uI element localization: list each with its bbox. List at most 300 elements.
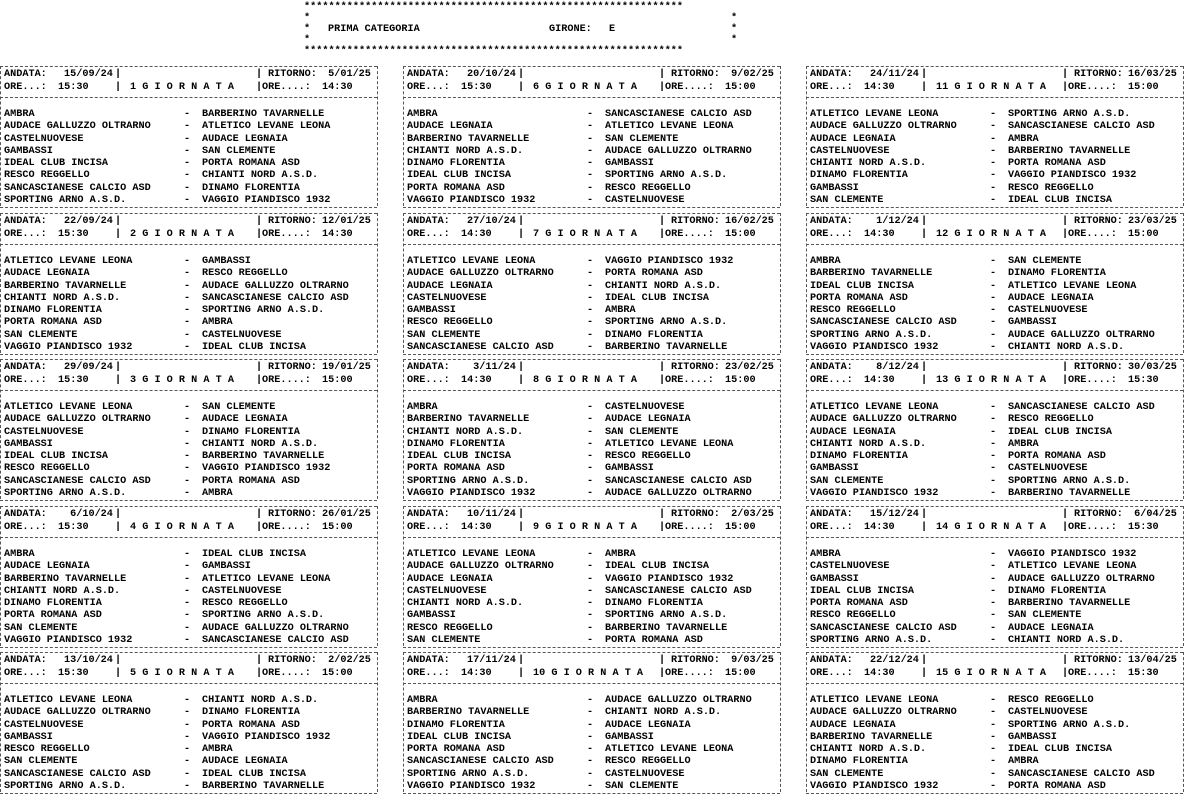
header-sep: | — [659, 522, 666, 533]
dashed-rule — [0, 244, 377, 245]
home-team: ATLETICO LEVANE LEONA — [4, 695, 133, 706]
header-sep: | — [921, 522, 928, 533]
match-dash: - — [587, 463, 594, 474]
header-sep: | — [659, 509, 666, 520]
header-sep: | — [256, 668, 263, 679]
ritorno-label: RITORNO: — [268, 216, 317, 227]
match-dash: - — [990, 732, 997, 743]
dashed-rule — [806, 66, 1183, 67]
away-team: VAGGIO PIANDISCO 1932 — [1008, 170, 1137, 181]
dashed-divider — [0, 652, 1, 792]
home-team: GAMBASSI — [407, 305, 456, 316]
andata-date: 6/10/24 — [64, 509, 113, 520]
home-team: RESCO REGGELLO — [407, 623, 493, 634]
header-sep: | — [1062, 375, 1069, 386]
header-sep: | — [921, 229, 928, 240]
home-team: PORTA ROMANA ASD — [4, 317, 102, 328]
andata-date: 13/10/24 — [64, 655, 113, 666]
ore-ritorno: 15:00 — [725, 229, 756, 240]
match-dash: - — [990, 256, 997, 267]
match-dash: - — [990, 574, 997, 585]
home-team: VAGGIO PIANDISCO 1932 — [407, 195, 536, 206]
dashed-rule — [806, 97, 1183, 98]
match-dash: - — [587, 574, 594, 585]
home-team: AUDACE LEGNAIA — [4, 561, 90, 572]
match-dash: - — [587, 293, 594, 304]
away-team: CHIANTI NORD A.S.D. — [1008, 635, 1125, 646]
match-dash: - — [990, 281, 997, 292]
girone-value: E — [609, 24, 616, 35]
away-team: PORTA ROMANA ASD — [1008, 451, 1106, 462]
home-team: DINAMO FLORENTIA — [407, 720, 505, 731]
home-team: GAMBASSI — [810, 183, 859, 194]
dashed-rule — [0, 647, 377, 648]
home-team: GAMBASSI — [4, 732, 53, 743]
match-dash: - — [990, 769, 997, 780]
ore-andata: 14:30 — [461, 522, 492, 533]
header-sep: | — [921, 668, 928, 679]
header-sep: | — [256, 69, 263, 80]
ritorno-label: RITORNO: — [1074, 362, 1123, 373]
header-sep: | — [921, 82, 928, 93]
away-team: AUDACE GALLUZZO OLTRARNO — [1008, 574, 1155, 585]
away-team: CASTELNUOVESE — [1008, 305, 1088, 316]
home-team: AUDACE LEGNAIA — [407, 121, 493, 132]
match-dash: - — [990, 439, 997, 450]
away-team: CHIANTI NORD A.S.D. — [202, 695, 319, 706]
giornata-title: 3 G I O R N A T A — [130, 375, 234, 386]
away-team: RESCO REGGELLO — [1008, 183, 1094, 194]
dashed-rule — [403, 793, 780, 794]
home-team: IDEAL CLUB INCISA — [4, 451, 108, 462]
away-team: CHIANTI NORD A.S.D. — [202, 439, 319, 450]
header-sep: | — [921, 362, 928, 373]
away-team: BARBERINO TAVARNELLE — [1008, 598, 1131, 609]
home-team: AUDACE LEGNAIA — [4, 268, 90, 279]
header-sep: | — [1062, 82, 1069, 93]
andata-label: ANDATA: — [407, 216, 450, 227]
ore-andata-label: ORE...: — [407, 229, 450, 240]
away-team: BARBERINO TAVARNELLE — [202, 781, 325, 792]
match-dash: - — [184, 195, 191, 206]
header-sep: | — [659, 375, 666, 386]
home-team: CHIANTI NORD A.S.D. — [810, 439, 927, 450]
match-dash: - — [184, 317, 191, 328]
ritorno-date: 5/01/25 — [322, 69, 371, 80]
dashed-rule — [0, 537, 377, 538]
match-dash: - — [587, 427, 594, 438]
away-team: BARBERINO TAVARNELLE — [202, 451, 325, 462]
ritorno-label: RITORNO: — [1074, 216, 1123, 227]
ore-ritorno-label: ORE....: — [665, 375, 714, 386]
match-dash: - — [184, 268, 191, 279]
match-dash: - — [587, 720, 594, 731]
away-team: AUDACE LEGNAIA — [605, 414, 691, 425]
home-team: SANCASCIANESE CALCIO ASD — [4, 769, 151, 780]
home-team: AUDACE LEGNAIA — [810, 427, 896, 438]
away-team: DINAMO FLORENTIA — [202, 427, 300, 438]
home-team: SAN CLEMENTE — [810, 476, 884, 487]
header-sep: | — [518, 668, 525, 679]
ore-andata: 14:30 — [461, 229, 492, 240]
home-team: AMBRA — [810, 256, 841, 267]
away-team: VAGGIO PIANDISCO 1932 — [202, 732, 331, 743]
girone-label: GIRONE: — [549, 24, 592, 35]
ore-andata: 15:30 — [58, 668, 89, 679]
away-team: CHIANTI NORD A.S.D. — [605, 281, 722, 292]
ritorno-date: 2/02/25 — [322, 655, 371, 666]
away-team: PORTA ROMANA ASD — [1008, 781, 1106, 792]
home-team: SAN CLEMENTE — [810, 195, 884, 206]
home-team: ATLETICO LEVANE LEONA — [810, 109, 939, 120]
away-team: IDEAL CLUB INCISA — [202, 342, 306, 353]
andata-date: 3/11/24 — [467, 362, 516, 373]
match-dash: - — [184, 451, 191, 462]
away-team: ATLETICO LEVANE LEONA — [1008, 561, 1137, 572]
header-sep: | — [518, 375, 525, 386]
ore-ritorno-label: ORE....: — [665, 229, 714, 240]
giornata-title: 11 G I O R N A T A — [936, 82, 1047, 93]
page-title: PRIMA CATEGORIA — [328, 24, 420, 35]
away-team: GAMBASSI — [202, 256, 251, 267]
match-dash: - — [990, 488, 997, 499]
ritorno-date: 16/02/25 — [725, 216, 774, 227]
match-dash: - — [587, 170, 594, 181]
match-dash: - — [990, 635, 997, 646]
ritorno-label: RITORNO: — [671, 509, 720, 520]
dashed-divider — [403, 506, 404, 646]
match-dash: - — [587, 598, 594, 609]
away-team: AUDACE GALLUZZO OLTRARNO — [605, 146, 752, 157]
ore-ritorno-label: ORE....: — [262, 522, 311, 533]
away-team: BARBERINO TAVARNELLE — [1008, 488, 1131, 499]
ritorno-label: RITORNO: — [1074, 69, 1123, 80]
header-sep: | — [921, 216, 928, 227]
ore-ritorno: 15:00 — [322, 668, 353, 679]
home-team: BARBERINO TAVARNELLE — [4, 281, 127, 292]
dashed-rule — [403, 207, 780, 208]
header-sep: | — [1062, 229, 1069, 240]
dashed-divider — [377, 66, 378, 206]
home-team: AUDACE GALLUZZO OLTRARNO — [4, 707, 151, 718]
home-team: PORTA ROMANA ASD — [810, 598, 908, 609]
away-team: SPORTING ARNO A.S.D. — [1008, 476, 1131, 487]
match-dash: - — [587, 744, 594, 755]
dashed-rule — [0, 97, 377, 98]
andata-label: ANDATA: — [810, 362, 853, 373]
ore-andata: 14:30 — [864, 82, 895, 93]
away-team: RESCO REGGELLO — [605, 756, 691, 767]
home-team: VAGGIO PIANDISCO 1932 — [4, 635, 133, 646]
banner-bottom-border: ************************************************************** — [304, 46, 684, 57]
home-team: CHIANTI NORD A.S.D. — [407, 146, 524, 157]
away-team: CHIANTI NORD A.S.D. — [605, 707, 722, 718]
home-team: IDEAL CLUB INCISA — [407, 170, 511, 181]
dashed-rule — [403, 647, 780, 648]
home-team: SPORTING ARNO A.S.D. — [4, 195, 127, 206]
dashed-rule — [806, 359, 1183, 360]
ore-ritorno-label: ORE....: — [665, 668, 714, 679]
home-team: RESCO REGGELLO — [810, 305, 896, 316]
header-sep: | — [256, 655, 263, 666]
dashed-rule — [403, 354, 780, 355]
away-team: AMBRA — [202, 317, 233, 328]
home-team: SAN CLEMENTE — [4, 623, 78, 634]
away-team: AMBRA — [202, 744, 233, 755]
ritorno-date: 2/03/25 — [725, 509, 774, 520]
home-team: AUDACE GALLUZZO OLTRARNO — [407, 268, 554, 279]
dashed-divider — [377, 652, 378, 792]
home-team: SPORTING ARNO A.S.D. — [407, 476, 530, 487]
ore-andata-label: ORE...: — [4, 375, 47, 386]
away-team: IDEAL CLUB INCISA — [605, 561, 709, 572]
match-dash: - — [184, 109, 191, 120]
match-dash: - — [990, 781, 997, 792]
away-team: DINAMO FLORENTIA — [1008, 586, 1106, 597]
home-team: ATLETICO LEVANE LEONA — [810, 695, 939, 706]
header-sep: | — [659, 82, 666, 93]
header-sep: | — [115, 375, 122, 386]
dashed-divider — [403, 359, 404, 499]
match-dash: - — [990, 598, 997, 609]
ore-ritorno-label: ORE....: — [1068, 229, 1117, 240]
home-team: DINAMO FLORENTIA — [4, 305, 102, 316]
away-team: ATLETICO LEVANE LEONA — [202, 574, 331, 585]
header-sep: | — [115, 668, 122, 679]
match-dash: - — [184, 293, 191, 304]
match-dash: - — [990, 744, 997, 755]
header-sep: | — [518, 655, 525, 666]
ore-andata-label: ORE...: — [407, 668, 450, 679]
dashed-divider — [403, 66, 404, 206]
match-dash: - — [184, 732, 191, 743]
giornata-title: 14 G I O R N A T A — [936, 522, 1047, 533]
match-dash: - — [990, 402, 997, 413]
andata-date: 1/12/24 — [870, 216, 919, 227]
home-team: CASTELNUOVESE — [4, 427, 84, 438]
banner-top-border: ************************************************************** — [304, 2, 684, 13]
away-team: IDEAL CLUB INCISA — [605, 293, 709, 304]
dashed-rule — [806, 506, 1183, 507]
home-team: CASTELNUOVESE — [407, 293, 487, 304]
away-team: PORTA ROMANA ASD — [202, 476, 300, 487]
match-dash: - — [587, 158, 594, 169]
match-dash: - — [587, 146, 594, 157]
header-sep: | — [1062, 668, 1069, 679]
match-dash: - — [587, 305, 594, 316]
dashed-divider — [1183, 359, 1184, 499]
ritorno-label: RITORNO: — [671, 216, 720, 227]
banner-side-left-3: * — [304, 35, 311, 46]
dashed-rule — [0, 506, 377, 507]
dashed-divider — [780, 66, 781, 206]
ritorno-label: RITORNO: — [671, 69, 720, 80]
match-dash: - — [184, 707, 191, 718]
giornata-title: 15 G I O R N A T A — [936, 668, 1047, 679]
dashed-divider — [780, 506, 781, 646]
home-team: ATLETICO LEVANE LEONA — [4, 402, 133, 413]
home-team: SANCASCIANESE CALCIO ASD — [407, 342, 554, 353]
match-dash: - — [587, 476, 594, 487]
match-dash: - — [587, 317, 594, 328]
home-team: AUDACE GALLUZZO OLTRARNO — [810, 121, 957, 132]
match-dash: - — [587, 769, 594, 780]
home-team: ATLETICO LEVANE LEONA — [407, 256, 536, 267]
header-sep: | — [256, 82, 263, 93]
away-team: DINAMO FLORENTIA — [1008, 268, 1106, 279]
away-team: SAN CLEMENTE — [1008, 610, 1082, 621]
header-sep: | — [518, 216, 525, 227]
home-team: CASTELNUOVESE — [4, 720, 84, 731]
match-dash: - — [184, 695, 191, 706]
match-dash: - — [184, 463, 191, 474]
header-sep: | — [256, 375, 263, 386]
away-team: CASTELNUOVESE — [605, 402, 685, 413]
ritorno-date: 9/03/25 — [725, 655, 774, 666]
home-team: AMBRA — [407, 402, 438, 413]
match-dash: - — [990, 317, 997, 328]
home-team: PORTA ROMANA ASD — [407, 183, 505, 194]
home-team: SPORTING ARNO A.S.D. — [4, 488, 127, 499]
ore-andata-label: ORE...: — [4, 668, 47, 679]
andata-date: 8/12/24 — [870, 362, 919, 373]
ore-andata-label: ORE...: — [810, 375, 853, 386]
home-team: VAGGIO PIANDISCO 1932 — [407, 781, 536, 792]
ritorno-date: 30/03/25 — [1128, 362, 1177, 373]
ore-ritorno: 15:00 — [1128, 82, 1159, 93]
header-sep: | — [659, 362, 666, 373]
away-team: GAMBASSI — [202, 561, 251, 572]
ore-ritorno-label: ORE....: — [1068, 668, 1117, 679]
away-team: IDEAL CLUB INCISA — [202, 769, 306, 780]
andata-label: ANDATA: — [407, 362, 450, 373]
dashed-divider — [0, 213, 1, 353]
match-dash: - — [184, 720, 191, 731]
match-dash: - — [184, 610, 191, 621]
away-team: AUDACE LEGNAIA — [202, 414, 288, 425]
away-team: CASTELNUOVESE — [605, 769, 685, 780]
away-team: SANCASCIANESE CALCIO ASD — [605, 109, 752, 120]
away-team: SANCASCIANESE CALCIO ASD — [202, 635, 349, 646]
dashed-divider — [0, 506, 1, 646]
away-team: VAGGIO PIANDISCO 1932 — [605, 574, 734, 585]
home-team: VAGGIO PIANDISCO 1932 — [810, 488, 939, 499]
away-team: DINAMO FLORENTIA — [605, 330, 703, 341]
home-team: SPORTING ARNO A.S.D. — [4, 781, 127, 792]
match-dash: - — [990, 756, 997, 767]
match-dash: - — [587, 549, 594, 560]
dashed-divider — [780, 213, 781, 353]
away-team: GAMBASSI — [605, 463, 654, 474]
header-sep: | — [659, 229, 666, 240]
header-sep: | — [1062, 509, 1069, 520]
ritorno-date: 13/04/25 — [1128, 655, 1177, 666]
away-team: SAN CLEMENTE — [605, 781, 679, 792]
away-team: AUDACE GALLUZZO OLTRARNO — [605, 488, 752, 499]
dashed-rule — [0, 359, 377, 360]
home-team: VAGGIO PIANDISCO 1932 — [407, 488, 536, 499]
match-dash: - — [184, 256, 191, 267]
away-team: ATLETICO LEVANE LEONA — [605, 439, 734, 450]
header-sep: | — [115, 522, 122, 533]
header-sep: | — [115, 82, 122, 93]
home-team: IDEAL CLUB INCISA — [407, 732, 511, 743]
ritorno-date: 12/01/25 — [322, 216, 371, 227]
ore-andata: 14:30 — [864, 229, 895, 240]
match-dash: - — [990, 330, 997, 341]
header-sep: | — [921, 375, 928, 386]
away-team: RESCO REGGELLO — [605, 183, 691, 194]
away-team: CASTELNUOVESE — [1008, 707, 1088, 718]
away-team: SANCASCIANESE CALCIO ASD — [1008, 769, 1155, 780]
home-team: SAN CLEMENTE — [407, 635, 481, 646]
home-team: GAMBASSI — [4, 439, 53, 450]
away-team: SAN CLEMENTE — [1008, 256, 1082, 267]
away-team: DINAMO FLORENTIA — [605, 598, 703, 609]
match-dash: - — [990, 109, 997, 120]
dashed-divider — [806, 359, 807, 499]
home-team: BARBERINO TAVARNELLE — [810, 732, 933, 743]
dashed-rule — [806, 683, 1183, 684]
dashed-rule — [403, 390, 780, 391]
home-team: SPORTING ARNO A.S.D. — [810, 635, 933, 646]
match-dash: - — [184, 561, 191, 572]
ore-ritorno: 15:00 — [1128, 229, 1159, 240]
match-dash: - — [587, 623, 594, 634]
home-team: RESCO REGGELLO — [4, 463, 90, 474]
andata-date: 29/09/24 — [64, 362, 113, 373]
match-dash: - — [990, 623, 997, 634]
dashed-divider — [0, 359, 1, 499]
match-dash: - — [587, 610, 594, 621]
away-team: ATLETICO LEVANE LEONA — [1008, 281, 1137, 292]
match-dash: - — [990, 146, 997, 157]
andata-date: 27/10/24 — [467, 216, 516, 227]
ore-ritorno-label: ORE....: — [262, 668, 311, 679]
match-dash: - — [184, 769, 191, 780]
header-sep: | — [1062, 655, 1069, 666]
andata-label: ANDATA: — [810, 509, 853, 520]
dashed-divider — [780, 359, 781, 499]
home-team: BARBERINO TAVARNELLE — [4, 574, 127, 585]
away-team: PORTA ROMANA ASD — [1008, 158, 1106, 169]
ore-ritorno-label: ORE....: — [1068, 522, 1117, 533]
away-team: CASTELNUOVESE — [1008, 463, 1088, 474]
dashed-rule — [0, 207, 377, 208]
dashed-rule — [403, 66, 780, 67]
andata-date: 10/11/24 — [467, 509, 516, 520]
ore-ritorno-label: ORE....: — [665, 522, 714, 533]
home-team: SPORTING ARNO A.S.D. — [407, 769, 530, 780]
dashed-rule — [806, 652, 1183, 653]
match-dash: - — [184, 574, 191, 585]
home-team: SAN CLEMENTE — [4, 330, 78, 341]
giornata-title: 2 G I O R N A T A — [130, 229, 234, 240]
header-sep: | — [115, 655, 122, 666]
andata-date: 20/10/24 — [467, 69, 516, 80]
match-dash: - — [184, 305, 191, 316]
home-team: SPORTING ARNO A.S.D. — [810, 330, 933, 341]
match-dash: - — [990, 549, 997, 560]
header-sep: | — [1062, 362, 1069, 373]
ore-ritorno: 15:30 — [1128, 668, 1159, 679]
ritorno-label: RITORNO: — [268, 69, 317, 80]
header-sep: | — [659, 216, 666, 227]
ore-andata-label: ORE...: — [810, 668, 853, 679]
match-dash: - — [990, 305, 997, 316]
match-dash: - — [184, 744, 191, 755]
header-sep: | — [256, 229, 263, 240]
